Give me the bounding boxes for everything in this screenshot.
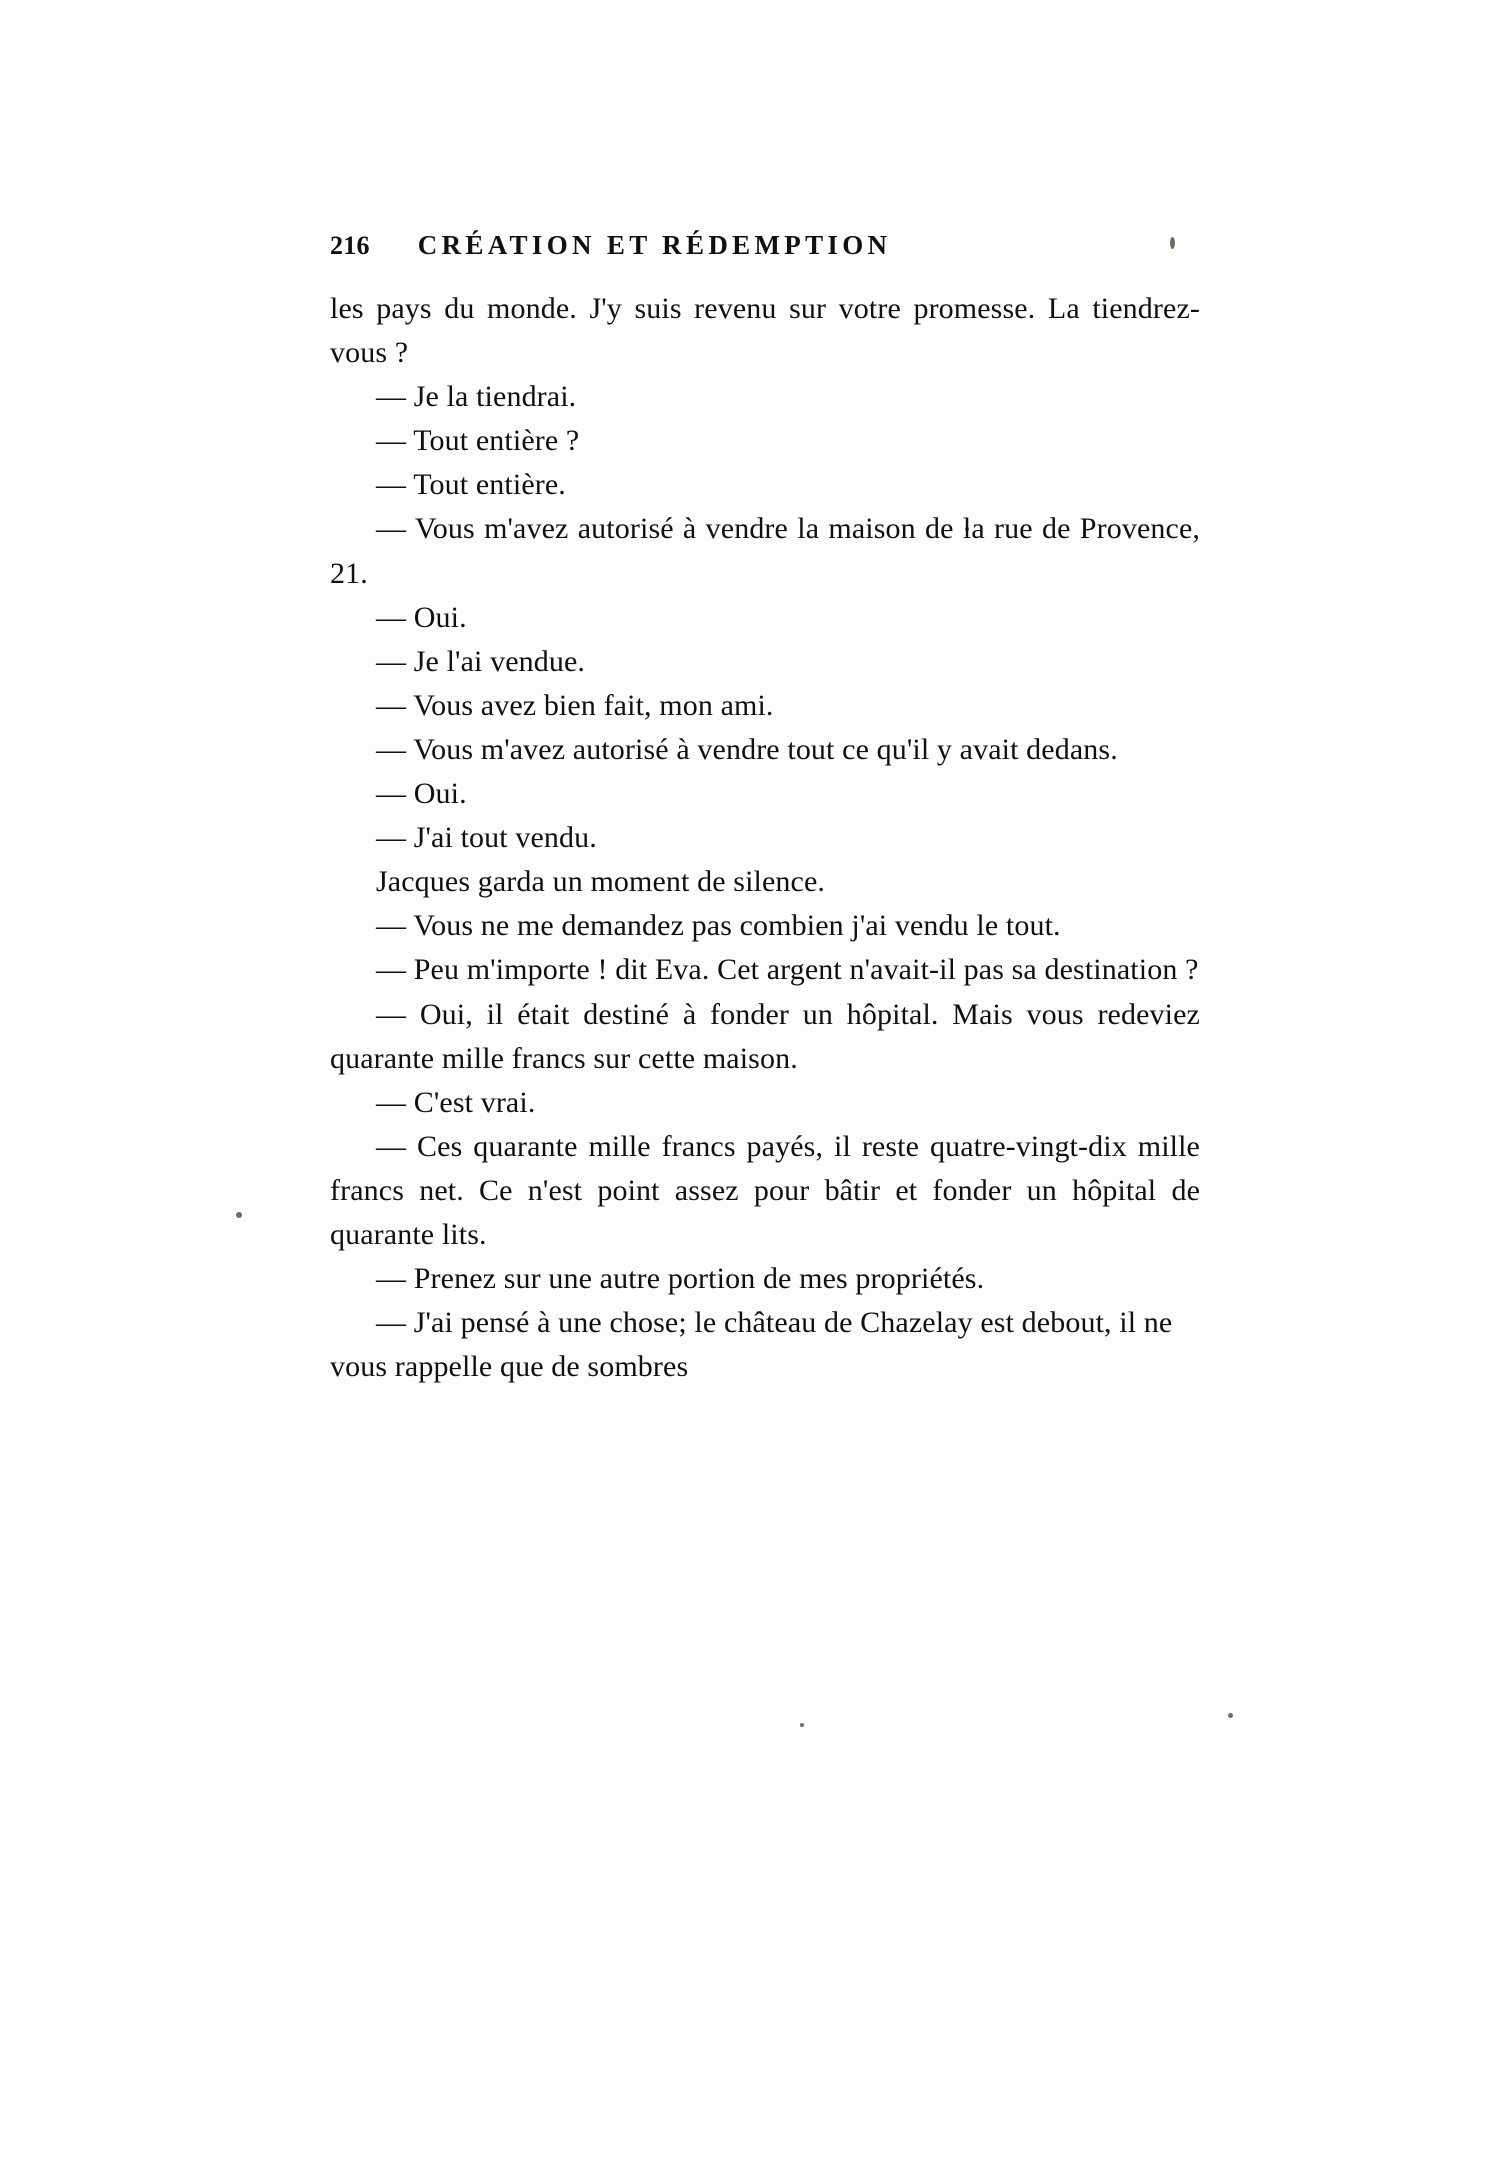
paragraph: — Vous avez bien fait, mon ami.: [376, 688, 774, 722]
paragraph: — Tout entière.: [376, 468, 566, 502]
paragraph: — J'ai tout vendu.: [376, 821, 597, 855]
paragraph: les pays du monde. J'y suis revenu sur votre promesse. La tiendrez-vous ?: [330, 292, 1200, 370]
page-content: [330, 230, 1200, 1389]
page-number: 216: [330, 231, 370, 260]
paragraph: — Je l'ai vendue.: [376, 644, 586, 678]
paragraph: — Peu m'importe ! dit Eva. Cet argent n'avait-il pas sa destination ?: [376, 953, 1199, 987]
paragraph: — Prenez sur une autre portion de mes propriétés.: [376, 1262, 985, 1296]
paragraph: — Oui, il était destiné à fonder un hôpital. Mais vous redeviez quarante mille francs sur cette maison.: [330, 997, 1200, 1075]
paragraph: — Oui.: [376, 600, 467, 634]
paragraph: — Vous m'avez autorisé à vendre la maison de la rue de Provence, 21.: [330, 512, 1200, 590]
running-title: CRÉATION ET RÉDEMPTION: [417, 230, 892, 260]
paragraph: — Je la tiendrai.: [376, 380, 577, 414]
paragraph: — C'est vrai.: [376, 1085, 536, 1119]
paper-speck: [236, 1212, 242, 1218]
paper-speck: [1228, 1713, 1233, 1718]
paragraph: — J'ai pensé à une chose; le château de Chazelay est debout, il ne vous rappelle que de sombres: [330, 1306, 1173, 1384]
paragraph: — Oui.: [376, 777, 467, 811]
paragraph: — Vous m'avez autorisé à vendre tout ce qu'il y avait dedans.: [376, 732, 1118, 766]
paragraph: — Vous ne me demandez pas combien j'ai vendu le tout.: [376, 909, 1061, 943]
paragraph: — Ces quarante mille francs payés, il reste quatre-vingt-dix mille francs net. Ce n'est point assez pour bâtir et fonder un hôpital de quarante lits.: [330, 1129, 1200, 1251]
paragraph: — Tout entière ?: [376, 424, 580, 458]
paragraph: Jacques garda un moment de silence.: [376, 865, 826, 899]
body-text: [330, 287, 1200, 1389]
page-header: [330, 230, 1200, 261]
paper-speck: [800, 1723, 804, 1727]
